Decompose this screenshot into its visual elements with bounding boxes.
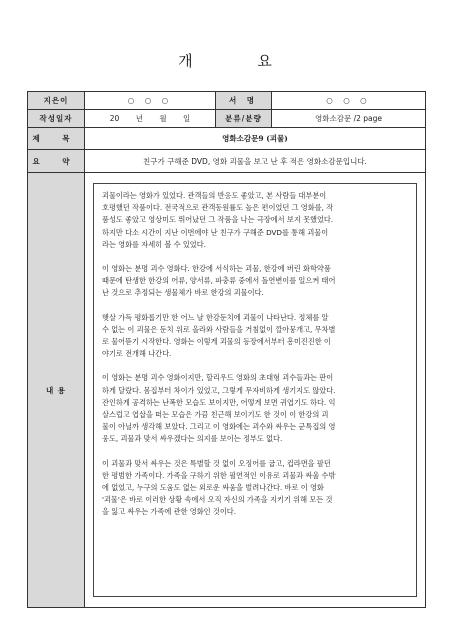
label-signature: 서 명 — [216, 92, 272, 110]
value-date: 20 년 월 일 — [85, 110, 216, 128]
content-paragraph-1: 괴물이라는 영화가 있었다. 관객들의 반응도 좋았고, 본 사람들 대부분이 호평했던 작품이다. 전국적으로 관객동원률도 높은 편이었던 그 영화를, 작 품성도 좋았고 영상미도 뛰어났던 그 작품을 나는 극장에서 보지 못했었다. 하지만 다소 시간이 지난 이번에야 난 친구가 구해준 DVD를 통해 괴물이 라는 영화를 자세히 볼 수 있었다. — [102, 191, 334, 249]
label-subject: 제 목 — [28, 128, 85, 150]
row-author — [28, 92, 426, 110]
label-category: 분류/분량 — [216, 110, 272, 128]
label-content: 내 용 — [28, 173, 85, 608]
value-category: 영화소감문 /2 page — [272, 110, 426, 128]
content-paragraph-4: 이 영화는 분명 괴수 영화이지만, 할리우드 영화의 초대형 괴수들과는 판이 하게 달랐다. 몸집부터 차이가 있었고, 그렇게 무자비하게 생기지도 않았다. 잔인하게 공격하는 난폭한 모습도 보이지만, 어떻게 보면 귀엽기도 하다. 익 살스럽고 엽삽을 떠는 모습은 가끔 친근해 보이기도 한 것이 이 한강의 괴 물이 아닐까 생각해 보았다. 그리고 이 영화에는 괴수와 싸우는 군특집의 영 웅도, 괴물과 맞서 싸우겠다는 의지를 보이는 정부도 없다. — [102, 373, 336, 444]
row-subject — [28, 128, 426, 150]
content-cell — [85, 173, 426, 608]
label-author: 지은이 — [28, 92, 85, 110]
content-box — [93, 183, 417, 597]
content-paragraph-2: 이 영화는 분명 괴수 영화다. 한강에 서식하는 괴물, 한강에 버린 화학약품 때문에 탄생한 한강의 어류, 양서류, 파충류 중에서 돌연변이를 일으켜 태어 난 것으로 추정되는 생물체가 바로 한강의 괴물이다. — [102, 264, 336, 298]
label-date: 작성일자 — [28, 110, 85, 128]
value-signature: ○ ○ ○ — [272, 92, 426, 110]
row-content — [28, 173, 426, 608]
row-date — [28, 110, 426, 128]
row-summary — [28, 150, 426, 173]
label-summary: 요 약 — [28, 150, 85, 173]
summary-form-table — [27, 91, 426, 608]
document-subject: 영화소감문9 (괴물) — [85, 128, 426, 150]
value-author: ○ ○ ○ — [85, 92, 216, 110]
content-paragraph-3: 햇살 가득 평화롭기만 한 어느 날 한강둔치에 괴물이 나타난다. 정체를 알 수 없는 이 괴물은 둔치 위로 올라와 사람들을 거침없이 깔아뭉개고, 무차별 로 물어뜯기 시작한다. 영화는 이렇게 괴물의 등장에서부터 흥미진진한 이 야기로 전개해 나간다. — [102, 312, 336, 359]
summary-text: 친구가 구해준 DVD, 영화 괴물을 보고 난 후 적은 영화소감문입니다. — [85, 150, 426, 173]
content-paragraph-5: 이 괴물과 맞서 싸우는 것은 특별할 것 없이 오징어를 굽고, 컵라면을 팔던 한 평범한 가족이다. 가족을 구하기 위한 필연적인 이유로 괴물과 싸울 수밖 에 없었고, 누구의 도움도 없는 외로운 싸움을 벌려나간다. 바로 이 영화 '괴물'은 바로 이러한 상황 속에서 오직 자신의 가족을 지키기 위해 모든 것 을 잃고 싸우는 가족에 관한 영화인 것이다. — [102, 458, 336, 517]
page-title: 개 요 — [178, 52, 302, 70]
